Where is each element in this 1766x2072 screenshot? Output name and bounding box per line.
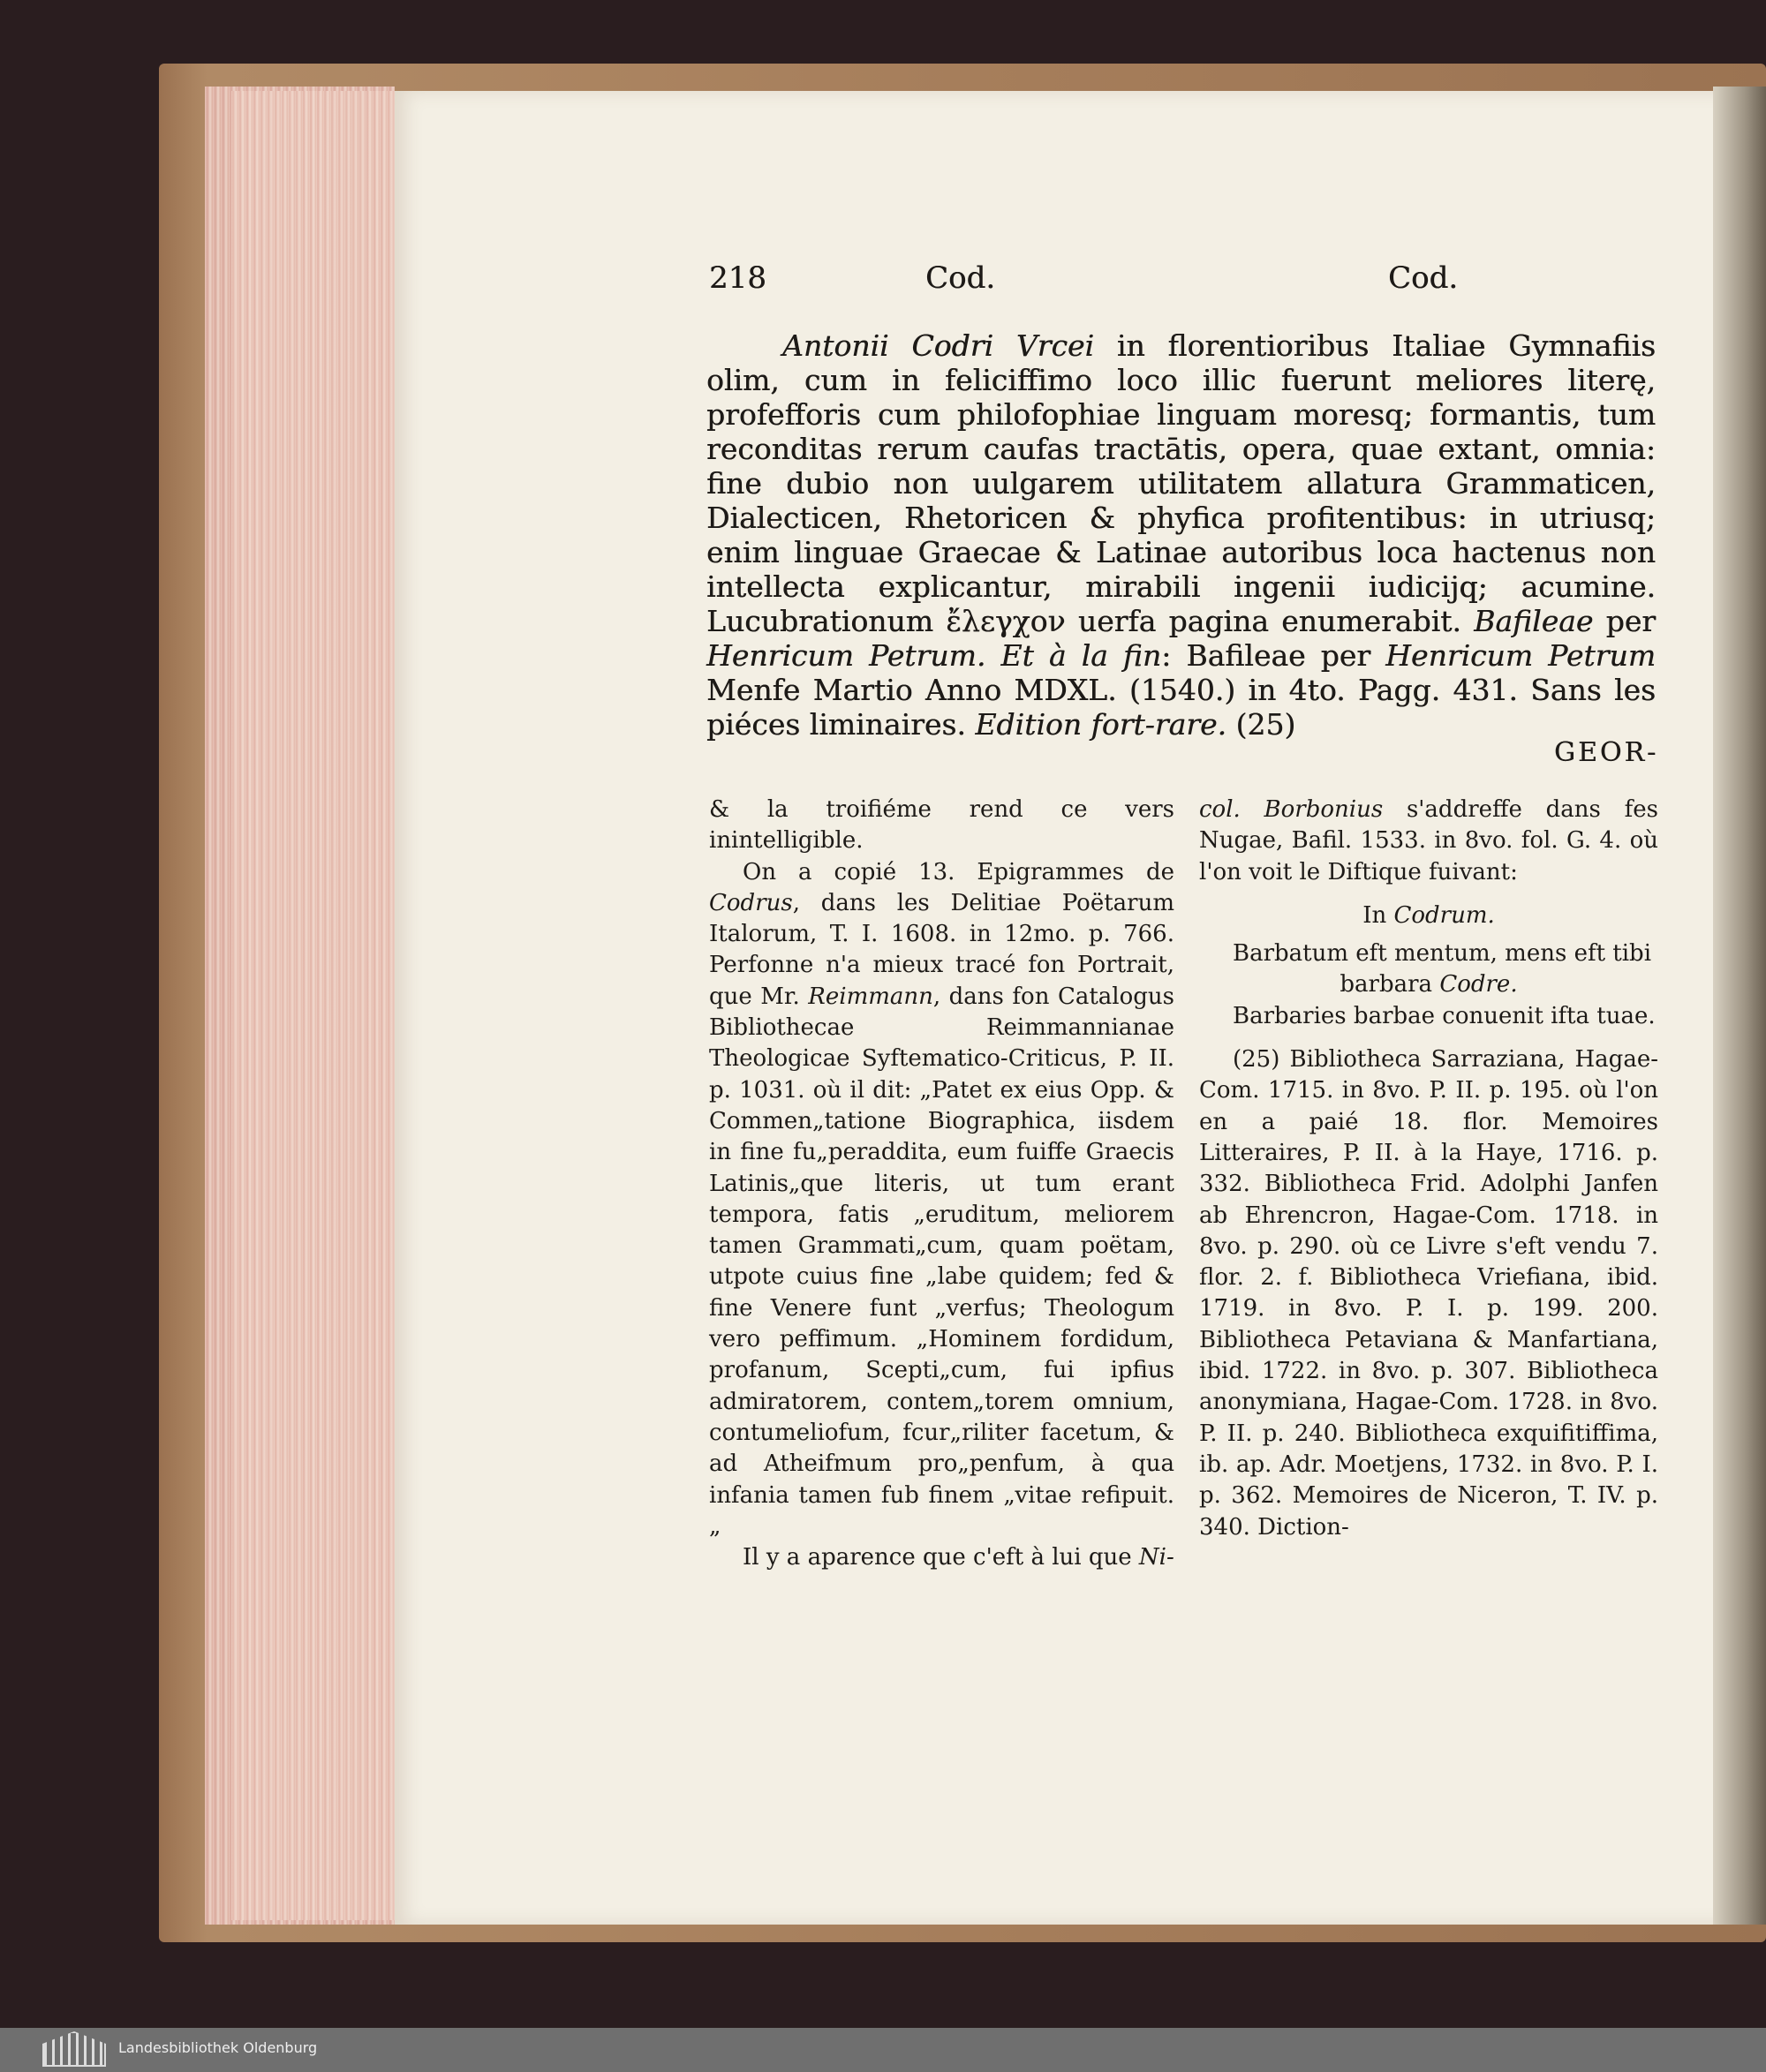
page-edges-inner [231,91,395,1920]
poem-line-1b: barbara Codre. [1340,971,1518,998]
left-para-3: Il y a aparence que c'eft à lui que Ni- [743,1544,1174,1571]
running-head-left: Cod. [925,260,996,296]
right-column [1199,795,1658,1543]
left-para-2: On a copié 13. Epigrammes de Codrus, dans les Delitiae Poëtarum Italorum, T. I. 1608. in 12mo. p. 766. Perfonne n'a mieux tracé fon Portrait, que Mr. Reimmann, dans fon Catalogus Bibliothecae Reimmannianae Theologicae Syftematico-Criticus, P. II. p. 1031. où il dit: „Patet ex eius Opp. & Commen„tatione Biographica, iisdem in fine fu„peraddita, eum fuiffe Graecis Latinis„que literis, ut tum erant tempora, fatis „eruditum, meliorem tamen Grammati„cum, quam poëtam, utpote cuius fine „labe quidem; fed & fine Venere funt „verfus; Theologum vero peffimum. „Hominem fordidum, profanum, Scepti„cum, fui ipfius admiratorem, contem„torem omnium, contumeliofum, fcur„riliter facetum, & ad Atheifmum pro„penfum, à qua infania tamen fub finem „vitae refipuit. „ [709,858,1175,1540]
poem-line-1: Barbatum eft mentum, mens eft tibi [1233,940,1652,968]
running-head-right: Cod. [1388,260,1459,296]
right-para-1: col. Borbonius s'addreffe dans fes Nugae, Bafil. 1533. in 8vo. fol. G. 4. où l'on voit le Diftique fuivant: [1199,796,1658,885]
greek-word: ἔλεγχον [946,604,1066,638]
poem-title: In Codrum. [1362,901,1495,929]
footnote-25: (25) Bibliotheca Sarraziana, Hagae-Com. 1715. in 8vo. P. II. p. 195. où l'on en a paié 18. flor. Memoires Litteraires, P. II. à la Haye, 1716. p. 332. Bibliotheca Frid. Adolphi Janfen ab Ehrencron, Hagae-Com. 1718. in 8vo. p. 290. où ce Livre s'eft vendu 7. flor. 2. f. Bibliotheca Vriefiana, ibid. 1719. in 8vo. P. I. p. 199. 200. Bibliotheca Petaviana & Manfartiana, ibid. 1722. in 8vo. p. 307. Bibliotheca anonymiana, Hagae-Com. 1728. in 8vo. P. II. p. 240. Bibliotheca exquifitiffima, ib. ap. Adr. Moetjens, 1732. in 8vo. P. I. p. 362. Memoires de Niceron, T. IV. p. 340. Diction- [1199,1046,1658,1541]
left-column [709,795,1174,1573]
poem-line-2: Barbaries barbae conuenit ifta tuae. [1233,1002,1656,1029]
left-para-1: & la troifiéme rend ce vers inintelligible. [709,796,1174,855]
facing-page-gutter [1713,87,1766,1925]
institution-name: Landesbibliothek Oldenburg [118,2039,318,2056]
catchword: GEOR- [1554,737,1659,768]
author-name: Antonii Codri Vrcei [782,328,1095,363]
main-entry: Antonii Codri Vrcei in florentioribus Italiae Gymnafiis olim, cum in feliciffimo loco illic fuerunt meliores literę, profefforis cum philofophiae linguam moresq; formantis, tum reconditas rerum caufas tractātis, opera, quae extant, omnia: fine dubio non uulgarem utilitatem allatura Grammaticen, Dialecticen, Rhetoricen & phyfica profitentibus: in utriusq; enim linguae Graecae & Latinae autoribus loca hactenus non intellecta explicantur, mirabili ingenii iudicijq; acumine. Lucubrationum ἔλεγχον uerfa pagina enumerabit. Bafileae per Henricum Petrum. Et à la fin: Bafileae per Henricum Petrum Menfe Martio Anno MDXL. (1540.) in 4to. Pagg. 431. Sans les piéces liminaires. Edition fort-rare. (25) [706,328,1657,742]
page-number: 218 [709,260,766,296]
